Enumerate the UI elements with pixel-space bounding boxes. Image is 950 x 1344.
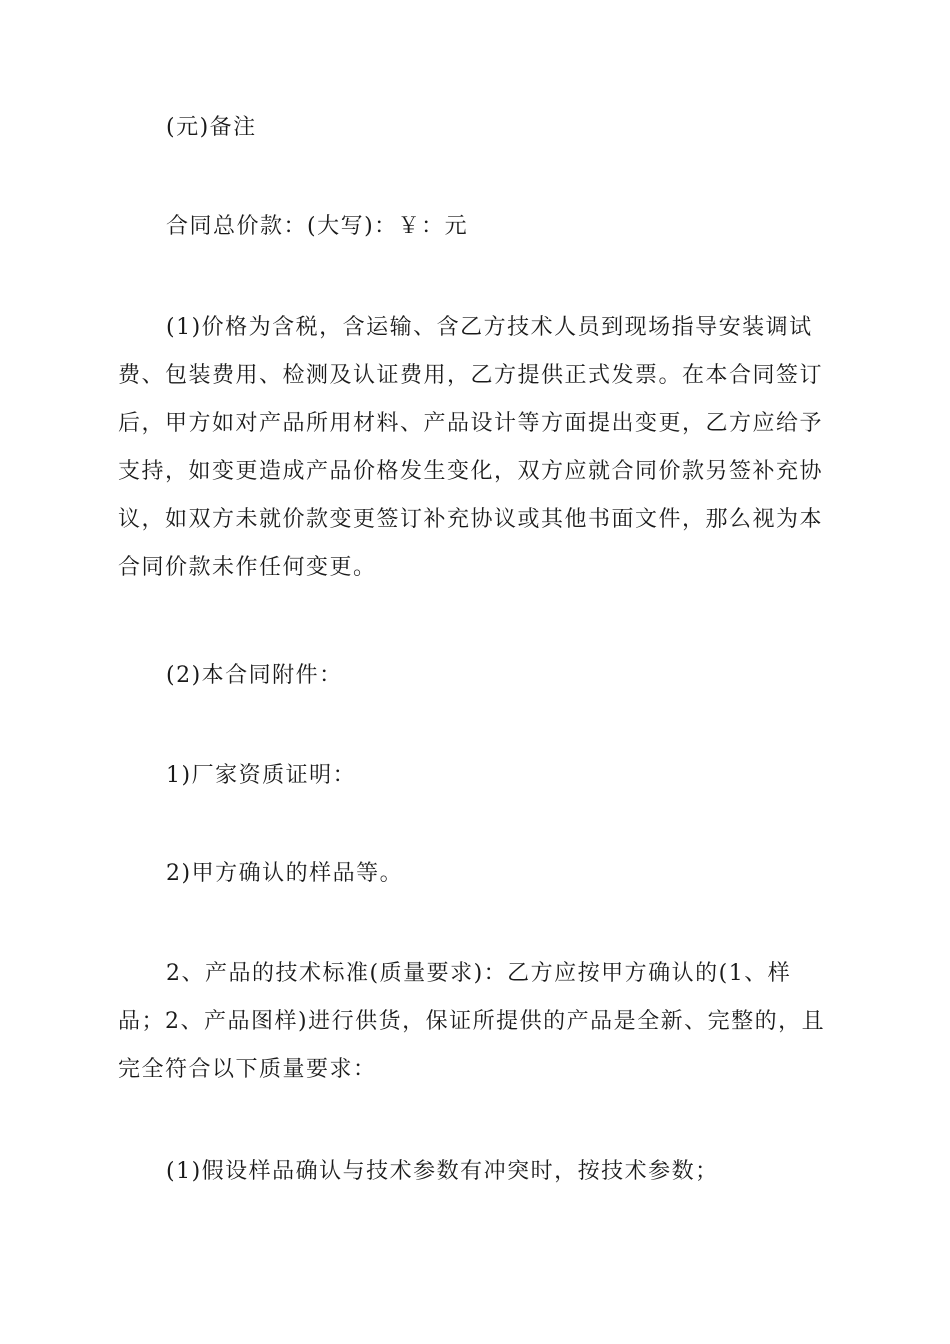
attachments-heading: (2)本合同附件： — [166, 663, 343, 688]
technical-standard-paragraph: 2、产品的技术标准(质量要求)：乙方应按甲方确认的(1、样品；2、产品图样)进行供货，保证所提供的产品是全新、完整的，且完全符合以下质量要求： — [118, 961, 826, 1082]
price-terms-paragraph: (1)价格为含税，含运输、含乙方技术人员到现场指导安装调试费、包装费用、检测及认证费用，乙方提供正式发票。在本合同签订后，甲方如对产品所用材料、产品设计等方面提出变更，乙方应给予支持，如变更造成产品价格发生变化，双方应就合同价款另签补充协议，如双方未就价款变更签订补充协议或其他书面文件，那么视为本合同价款未作任何变更。 — [118, 315, 824, 580]
remarks-heading: (元)备注 — [166, 115, 257, 140]
attachment-item-1: 1)厂家资质证明： — [166, 763, 357, 788]
total-price-line: 合同总价款：(大写)：￥：元 — [166, 214, 469, 239]
quality-requirement-item-1: (1)假设样品确认与技术参数有冲突时，按技术参数； — [166, 1159, 719, 1184]
attachment-item-2: 2)甲方确认的样品等。 — [166, 861, 404, 886]
